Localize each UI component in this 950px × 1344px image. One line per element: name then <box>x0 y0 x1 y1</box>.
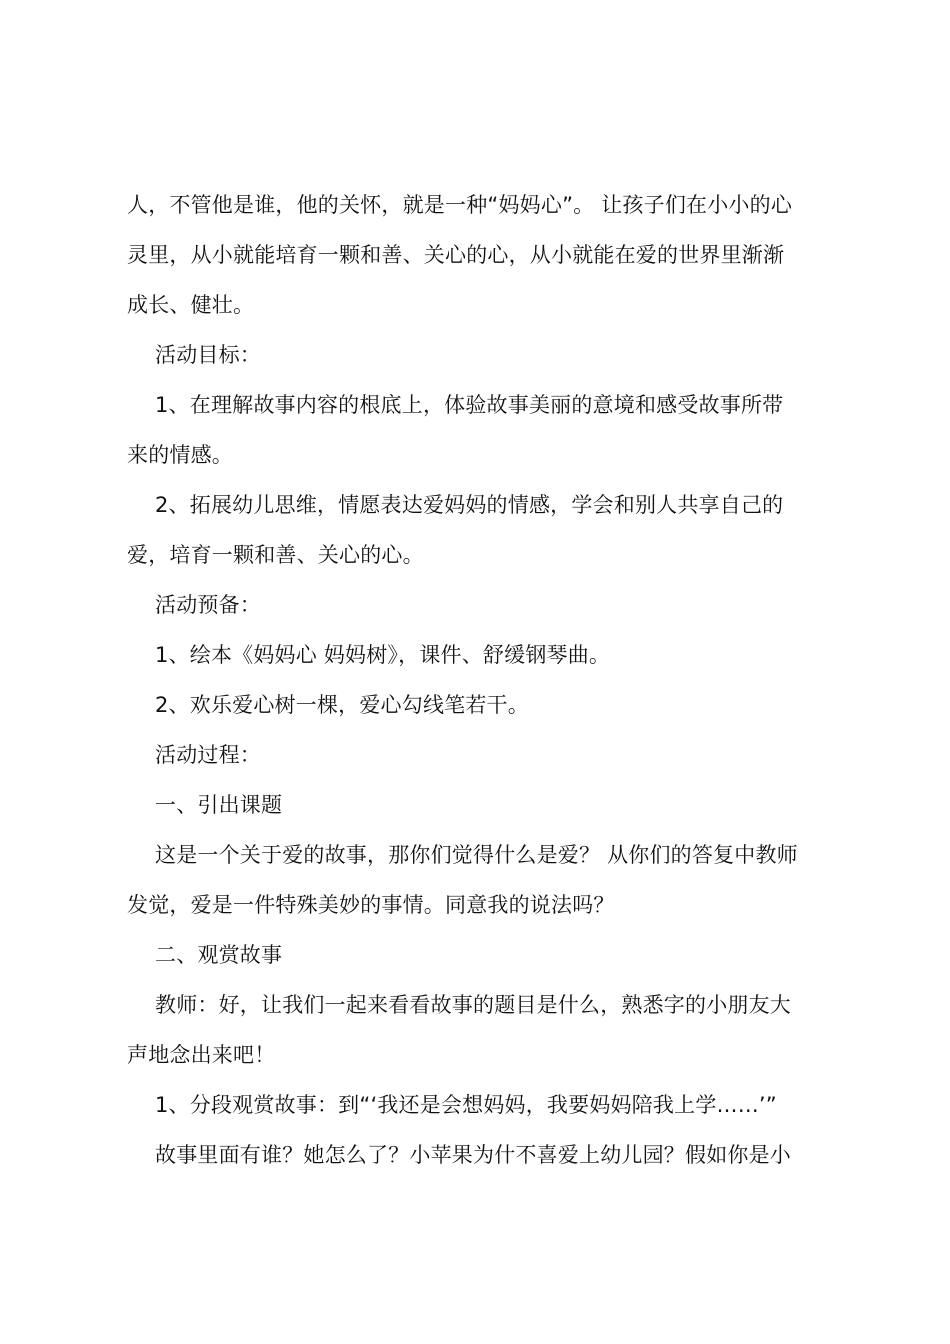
paragraph-line: 成长、健壮。 <box>127 293 255 317</box>
section-heading: 活动目标： <box>155 343 261 367</box>
paragraph-line: 教师：好，让我们一起来看看故事的题目是什么，熟悉字的小朋友大 <box>155 993 791 1017</box>
paragraph-line: 2、欢乐爱心树一棵，爱心勾线笔若干。 <box>155 693 529 717</box>
paragraph-line: 2、拓展幼儿思维，情愿表达爱妈妈的情感，学会和别人共享自己的 <box>155 493 784 517</box>
section-heading: 一、引出课题 <box>155 793 283 817</box>
paragraph-line: 这是一个关于爱的故事，那你们觉得什么是爱？ 从你们的答复中教师 <box>155 843 798 867</box>
paragraph-line: 1、分段观赏故事：到“‘我还是会想妈妈，我要妈妈陪我上学……’” <box>155 1093 777 1117</box>
paragraph-line: 声地念出来吧！ <box>127 1043 276 1067</box>
section-heading: 活动过程： <box>155 743 261 767</box>
paragraph-line: 爱，培育一颗和善、关心的心。 <box>127 543 424 567</box>
paragraph-line: 1、在理解故事内容的根底上，体验故事美丽的意境和感受故事所带 <box>155 393 784 417</box>
section-heading: 活动预备： <box>155 593 261 617</box>
section-heading: 二、观赏故事 <box>155 943 283 967</box>
paragraph-line: 1、绘本《妈妈心 妈妈树》，课件、舒缓钢琴曲。 <box>155 643 611 667</box>
paragraph-line: 发觉，爱是一件特殊美妙的事情。同意我的说法吗？ <box>127 893 615 917</box>
paragraph-line: 故事里面有谁？她怎么了？小苹果为什不喜爱上幼儿园？假如你是小 <box>155 1143 791 1167</box>
paragraph-line: 灵里，从小就能培育一颗和善、关心的心，从小就能在爱的世界里渐渐 <box>127 243 785 267</box>
paragraph-line: 人，不管他是谁，他的关怀，就是一种“妈妈心”。 让孩子们在小小的心 <box>127 193 793 217</box>
paragraph-line: 来的情感。 <box>127 443 233 467</box>
